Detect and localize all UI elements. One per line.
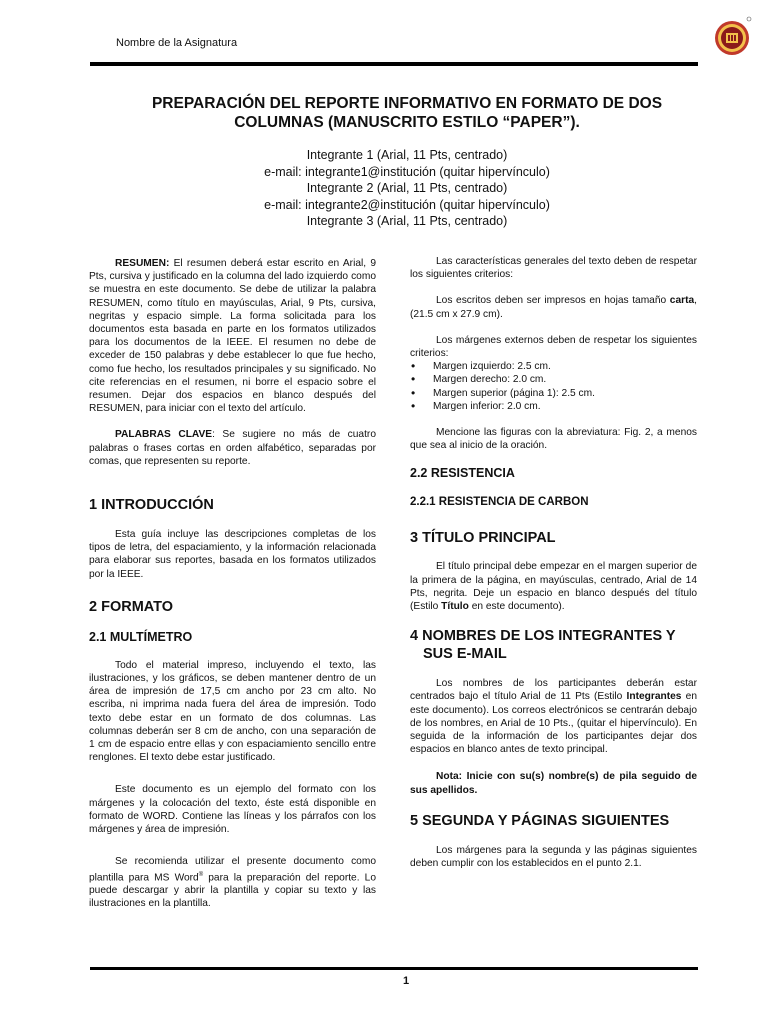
subsection-heading: 2.1 MULTÍMETRO	[89, 629, 193, 644]
keywords-text: : Se sugiere no más de cuatro palabras o frases cortas en orden alfabético, separadas por comas, que representen su reporte.	[89, 429, 376, 467]
header-rule	[90, 62, 698, 66]
list-item: • Margen derecho: 2.0 cm.	[410, 373, 697, 386]
keywords	[89, 428, 376, 468]
footer-rule	[90, 967, 698, 970]
abstract	[89, 257, 376, 415]
page-number: 1	[402, 975, 410, 987]
paragraph: Este documento es un ejemplo del formato con los márgenes y la colocación del texto, éste está disponible en formato de WORD. Contiene las líneas y los párrafos con los márgenes y área de impresión.	[89, 784, 376, 836]
course-name: Nombre de la Asignatura	[116, 37, 238, 49]
section-heading: 3 TÍTULO PRINCIPAL	[410, 530, 556, 547]
author-line: Integrante 3 (Arial, 11 Pts, centrado)	[306, 214, 508, 229]
left-column	[89, 257, 376, 911]
list-item: • Margen superior (página 1): 2.5 cm.	[410, 387, 697, 400]
paragraph: Se recomienda utilizar el presente documento como plantilla para MS Word® para la preparación del reporte. Lo puede descargar y abrir la plantilla y copiar su texto y las ilustraciones en la plantilla.	[89, 856, 377, 910]
section-heading: 4 NOMBRES DE LOS INTEGRANTES Y SUS E-MAIL	[410, 628, 676, 663]
section-heading: 1 INTRODUCCIÓN	[89, 497, 214, 514]
subsection-heading: 2.2 RESISTENCIA	[410, 466, 515, 481]
section-heading: 5 SEGUNDA Y PÁGINAS SIGUIENTES	[410, 812, 670, 829]
paper-title: PREPARACIÓN DEL REPORTE INFORMATIVO EN FORMATO DE DOS COLUMNAS (MANUSCRITO ESTILO “PAPER”).	[151, 95, 663, 131]
keywords-label: PALABRAS CLAVE	[115, 429, 213, 441]
author-block	[112, 147, 702, 230]
paragraph: Mencione las figuras con la abreviatura: Fig. 2, a menos que sea al inicio de la oración.	[410, 427, 697, 452]
note: Nota: Inicie con su(s) nombre(s) de pila seguido de sus apellidos.	[410, 771, 697, 796]
paragraph: Los márgenes para la segunda y las páginas siguientes deben cumplir con los establecidos en el punto 2.1.	[410, 844, 697, 870]
author-line: e-mail: integrante1@institución (quitar hipervínculo)	[264, 164, 550, 179]
author-line: Integrante 1 (Arial, 11 Pts, centrado)	[306, 148, 508, 162]
university-seal-icon	[712, 16, 752, 56]
paragraph: Las características generales del texto deben de respetar los siguientes criterios:	[410, 256, 697, 281]
author-line: e-mail: integrante2@institución (quitar hipervínculo)	[264, 197, 550, 212]
paragraph: Los márgenes externos deben de respetar los siguientes criterios:	[410, 334, 697, 360]
abstract-text: El resumen deberá estar escrito en Arial, 9 Pts, cursiva y justificado en la columna del lado izquierdo como se muestra en este documento. Se debe de utilizar la palabra RESUMEN, como título en mayúsculas, Arial, 9 Pts, cursiva, negritas y espacio simple. La forma solicitada para los documentos esta basada en parte en los formatos utilizados para los documentos de la IEEE. El resumen no debe de exceder de 150 palabras y debe establecer lo que fue hecho, como fue hecho, los resultados principales y su significado. No cite referencias en el resumen, ni borre el espacio sobre el resumen. Dejar dos espacios en blanco después del RESUMEN, para iniciar con el texto del artículo.	[89, 258, 376, 415]
list-item: • Margen inferior: 2.0 cm.	[410, 400, 697, 413]
abstract-label: RESUMEN:	[115, 258, 170, 269]
paragraph: Todo el material impreso, incluyendo el texto, las ilustraciones, y los gráficos, se deben mantener dentro de un área de impresión de 17,5 cm ancho por 23 cm alto. No escriba, ni imprima nada fuera del área de impresión. Todo texto debe estar en un formato de dos columnas. Las columnas deberán ser 8 cm de ancho, con una separación de 1 cm de espacio entre ellas y con espaciamiento sencillo entre renglones. El texto debe estar justificado.	[89, 659, 376, 764]
paragraph: Esta guía incluye las descripciones completas de los tipos de letra, del espaciamiento, y la información relacionada para elaborar sus reportes, basada en los formatos utilizados por la IEEE.	[89, 529, 376, 580]
author-line: Integrante 2 (Arial, 11 Pts, centrado)	[306, 181, 508, 196]
margins-list	[410, 360, 697, 413]
section-heading: 2 FORMATO	[89, 598, 174, 615]
list-item: • Margen izquierdo: 2.5 cm.	[410, 360, 697, 373]
subsubsection-heading: 2.2.1 RESISTENCIA DE CARBON	[410, 496, 589, 509]
paragraph: Los nombres de los participantes deberán estar centrados bajo el título Arial de 11 Pts (Estilo Integrantes en este documento). Los correos electrónicos se centrarán debajo de los nombres, en Arial de 10 Pts., (quitar el hipervínculo). En seguida de la información de los participantes dejar dos espacios en blanco antes de texto principal.	[410, 678, 697, 756]
paragraph: Los escritos deben ser impresos en hojas tamaño carta, (21.5 cm x 27.9 cm).	[410, 295, 697, 320]
right-column	[410, 255, 697, 870]
paragraph: El título principal debe empezar en el margen superior de la primera de la página, en mayúsculas, centrado, Arial de 14 Pts, negrita. Deje un espacio en blanco después del título (Estilo Título en este documento).	[410, 561, 697, 613]
